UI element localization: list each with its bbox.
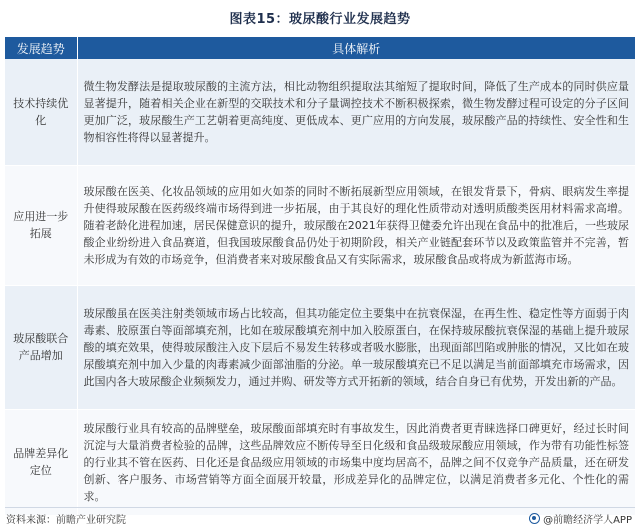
brand-logo-icon	[529, 513, 540, 524]
header-analysis: 具体解析	[77, 37, 635, 59]
source-text: 资料来源：前瞻产业研究院	[6, 515, 126, 526]
trend-cell: 玻尿酸联合产品增加	[5, 285, 77, 409]
table-row	[5, 409, 635, 515]
header-trend: 发展趋势	[5, 37, 77, 59]
analysis-cell: 玻尿酸行业具有较高的品牌壁垒，玻尿酸面部填充时有事故发生，因此消费者更青睐选择口碑更好，经过长时间沉淀与大量消费者检验的品牌，这些品牌效应不断传导至日化级和食品级玻尿酸应用领域，作为带有功能性标签的行业其不管在医药、日化还是食品级应用领域的市场集中度均居高不，品牌之间不仅竞争产品质量，还在研发创新、客户服务、市场营销等方面全面展开较量，形成差异化的品牌定位，以满足消费者多元化、个性化的需求。	[77, 409, 635, 515]
table-row	[5, 165, 635, 285]
analysis-cell: 玻尿酸虽在医美注射类领域市场占比较高，但其功能定位主要集中在抗衰保湿，在再生性、稳定性等方面弱于肉毒素、胶原蛋白等面部填充剂，比如在玻尿酸填充剂中加入胶原蛋白，在保持玻尿酸抗衰保湿的基础上提升玻尿酸的填充效果，使得玻尿酸注入皮下层后不易发生转移或者吸水膨胀，出现面部凹陷或肿胀的情况，又比如在玻尿酸填充剂中加入少量的肉毒素减少面部油脂的分泌。单一玻尿酸填充已不足以满足当前面部填充市场需求，因此国内各大玻尿酸企业频频发力，通过并购、研发等方式开拓新的领域，结合自身已有优势，开发出新的产品。	[77, 285, 635, 409]
trend-cell: 技术持续优化	[5, 59, 77, 165]
brand	[529, 511, 632, 526]
brand-text: @前瞻经济学人APP	[543, 515, 632, 526]
chart-title: 图表15：玻尿酸行业发展趋势	[229, 12, 411, 27]
trend-table	[5, 37, 635, 516]
analysis-cell: 玻尿酸在医美、化妆品领域的应用如火如荼的同时不断拓展新型应用领域，在银发背景下，骨病、眼病发生率提升使得玻尿酸在医药级终端市场得到进一步拓展，由于其良好的理化性质带动对透明质酸类医用材料需求高增。随着老龄化进程加速，居民保健意识的提升，玻尿酸在2021年获得卫健委允许出现在食品中的批准后，一些玻尿酸企业纷纷进入食品赛道，但我国玻尿酸食品仍处于初期阶段，相关产业链配套环节以及政策监管并不完善，暂未形成为有效的市场竞争，但消费者来对玻尿酸食品又有实际需求，玻尿酸食品或将成为新蓝海市场。	[77, 165, 635, 285]
trend-cell: 品牌差异化定位	[5, 409, 77, 515]
table-row	[5, 285, 635, 409]
table-row	[5, 59, 635, 165]
table-header-row	[5, 37, 635, 59]
analysis-cell: 微生物发酵法是提取玻尿酸的主流方法，相比动物组织提取法其缩短了提取时间，降低了生产成本的同时供应量显著提升，随着相关企业在新型的交联技术和分子量调控技术不断积极探索，微生物发酵过程可设定的分子区间更加广泛，玻尿酸生产工艺朝着更高纯度、更低成本、更广应用的方向发展，玻尿酸产品的持续性、安全性和生物相容性将得以显著提升。	[77, 59, 635, 165]
footer-divider	[5, 507, 635, 508]
footer	[0, 510, 640, 528]
trend-cell: 应用进一步拓展	[5, 165, 77, 285]
